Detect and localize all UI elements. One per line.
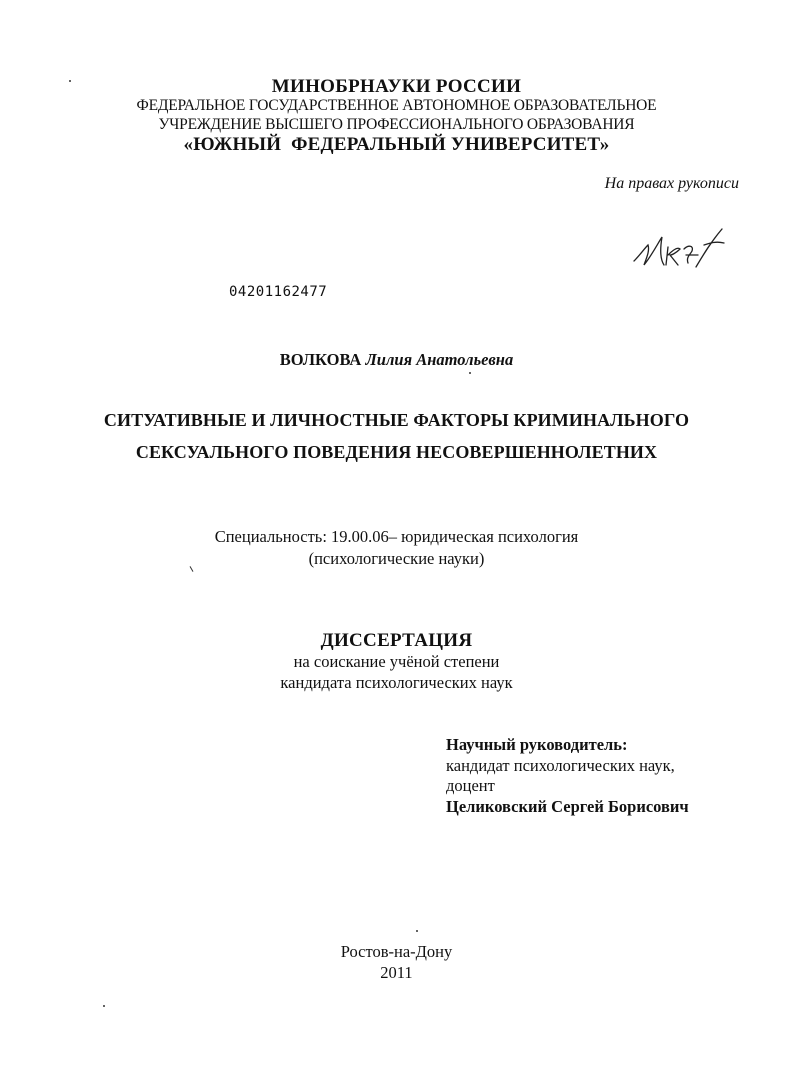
author-name <box>0 350 793 370</box>
author-surname: ВОЛКОВА <box>279 350 362 369</box>
publication-year: 2011 <box>380 963 413 982</box>
ministry-heading: МИНОБРНАУКИ РОССИИ <box>271 76 522 97</box>
university-name: «ЮЖНЫЙ ФЕДЕРАЛЬНЫЙ УНИВЕРСИТЕТ» <box>183 134 610 155</box>
institution-line-1: ФЕДЕРАЛЬНОЕ ГОСУДАРСТВЕННОЕ АВТОНОМНОЕ ОБРАЗОВАТЕЛЬНОЕ <box>136 97 657 114</box>
registration-number: 04201162477 <box>229 284 328 300</box>
advisor-label: Научный руководитель: <box>446 735 628 754</box>
specialty-line-2: (психологические науки) <box>308 549 485 568</box>
degree-line-1: на соискание учёной степени <box>293 652 500 671</box>
advisor-name: Целиковский Сергей Борисович <box>446 797 689 816</box>
specialty-line-1: Специальность: 19.00.06– юридическая психология <box>214 527 579 546</box>
author-given-names: Лилия Анатольевна <box>365 350 514 369</box>
dissertation-title-line-1: СИТУАТИВНЫЕ И ЛИЧНОСТНЫЕ ФАКТОРЫ КРИМИНАЛЬНОГО <box>103 410 690 430</box>
scan-speck <box>69 80 71 82</box>
dissertation-title-line-2: СЕКСУАЛЬНОГО ПОВЕДЕНИЯ НЕСОВЕРШЕННОЛЕТНИХ <box>135 442 658 462</box>
degree-line-2: кандидата психологических наук <box>280 673 513 692</box>
scan-speck <box>469 372 471 374</box>
publication-city: Ростов-на-Дону <box>340 942 453 961</box>
institution-line-2: УЧРЕЖДЕНИЕ ВЫСШЕГО ПРОФЕССИОНАЛЬНОГО ОБРАЗОВАНИЯ <box>158 116 635 133</box>
advisor-rank: доцент <box>446 776 495 795</box>
scan-speck <box>103 1005 105 1007</box>
rights-note: На правах рукописи <box>604 175 739 192</box>
handwritten-signature <box>630 225 730 275</box>
dissertation-label: ДИССЕРТАЦИЯ <box>320 630 473 651</box>
advisor-degree: кандидат психологических наук, <box>446 756 675 775</box>
scan-speck <box>416 930 418 932</box>
